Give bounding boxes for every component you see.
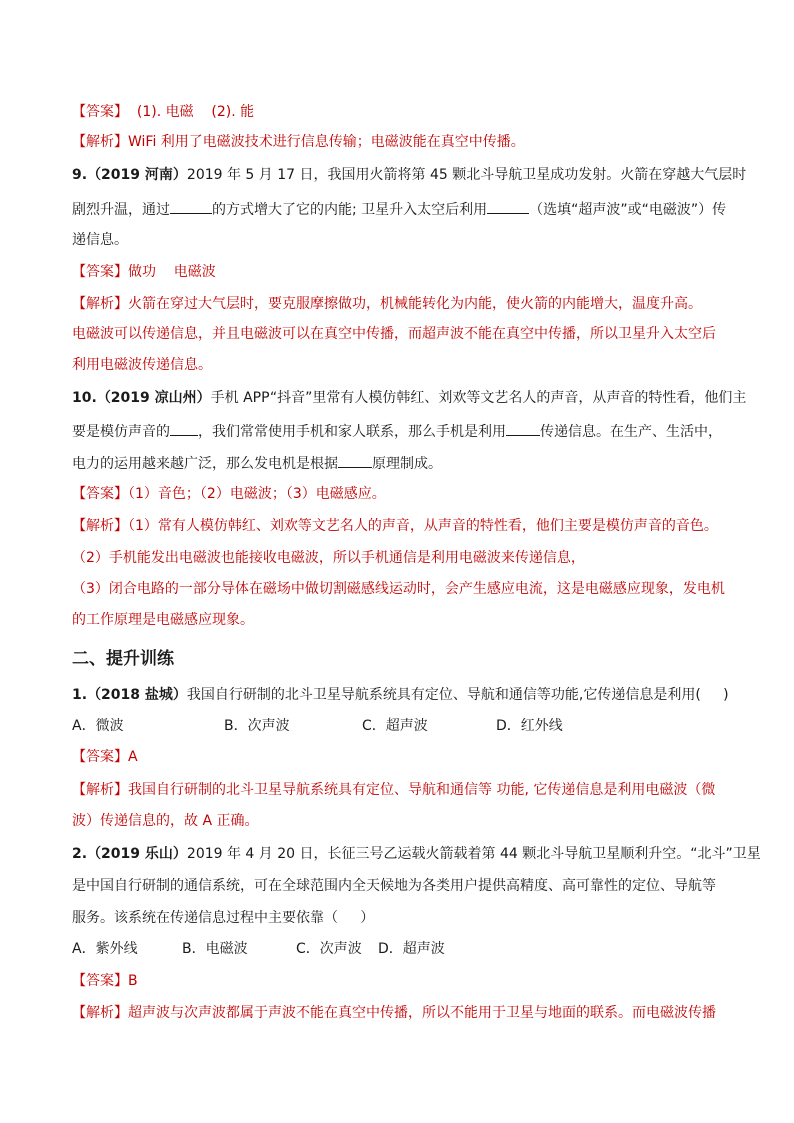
answer-text: (1). 电磁 (2). 能 — [128, 104, 255, 120]
option-a: A．微波 — [72, 718, 124, 734]
practice-2-line-1 — [72, 845, 761, 863]
explanation-line: （2）手机能发出电磁波也能接收电磁波，所以手机通信是利用电磁波来传递信息， — [72, 550, 585, 566]
option-c: C．超声波 — [362, 718, 428, 734]
question-10-line-2 — [72, 421, 722, 441]
option-d: D．红外线 — [496, 718, 563, 734]
fill-blank — [487, 199, 529, 214]
question-text: 传递信息。在生产、生活中， — [540, 424, 722, 440]
answer-line — [72, 263, 216, 281]
explanation-line — [72, 295, 702, 313]
explanation-text: （1）常有人模仿韩红、刘欢等文艺名人的声音，从声音的特性看，他们主要是模仿声音的音色。 — [128, 518, 718, 534]
practice-1-question — [72, 686, 729, 704]
explanation-tag: 【解析】 — [72, 518, 128, 534]
explanation-line: 利用电磁波传递信息。 — [72, 357, 212, 373]
explanation-line: 波）传递信息的，故 A 正确。 — [72, 813, 259, 829]
question-text: 剧烈升温，通过 — [72, 202, 170, 218]
question-number: 9. — [72, 167, 88, 183]
explanation-tag: 【解析】 — [72, 134, 128, 150]
question-text: 我国自行研制的北斗卫星导航系统具有定位、导航和通信等功能,它传递信息是利用( ) — [186, 687, 729, 703]
fill-blank — [170, 199, 212, 214]
answer-line — [72, 103, 254, 121]
fill-blank — [170, 421, 198, 436]
answer-tag: 【答案】 — [72, 104, 128, 120]
explanation-tag: 【解析】 — [72, 1005, 128, 1021]
question-10-line-1 — [72, 389, 746, 407]
explanation-line: （3）闭合电路的一部分导体在磁场中做切割磁感线运动时，会产生感应电流，这是电磁感应现象，发电机 — [72, 581, 725, 597]
explanation-tag: 【解析】 — [72, 296, 128, 312]
question-source: （2019 凉山州） — [96, 390, 211, 406]
question-text: 手机 APP“抖音”里常有人模仿韩红、刘欢等文艺名人的声音，从声音的特性看，他们主 — [210, 390, 747, 406]
answer-line — [72, 972, 138, 990]
question-text: ，我们常常使用手机和家人联系，那么手机是利用 — [198, 424, 506, 440]
fill-blank — [338, 453, 372, 468]
explanation-line — [72, 133, 525, 151]
answer-text: A — [128, 749, 138, 765]
question-9-line-1 — [72, 166, 746, 184]
answer-text: B — [128, 973, 138, 989]
question-text: 电力的运用越来越广泛，那么发电机是根据 — [72, 456, 338, 472]
explanation-text: WiFi 利用了电磁波技术进行信息传输；电磁波能在真空中传播。 — [128, 134, 525, 150]
option-b: B．电磁波 — [182, 941, 248, 957]
question-text: 要是模仿声音的 — [72, 424, 170, 440]
section-heading: 二、提升训练 — [72, 649, 174, 669]
answer-line — [72, 748, 138, 766]
explanation-tag: 【解析】 — [72, 782, 128, 798]
question-source: （2019 河南） — [87, 167, 187, 183]
explanation-line — [72, 781, 715, 799]
option-d: D．超声波 — [378, 941, 445, 957]
question-10-line-3 — [72, 453, 442, 473]
answer-tag: 【答案】 — [72, 973, 128, 989]
question-number: 2. — [72, 846, 88, 862]
option-a: A．紫外线 — [72, 941, 138, 957]
practice-2-line-2: 是中国自行研制的通信系统，可在全球范围内全天候地为各类用户提供高精度、高可靠性的定位、导航等 — [72, 878, 716, 894]
fill-blank — [506, 421, 540, 436]
explanation-line: 电磁波可以传递信息，并且电磁波可以在真空中传播，而超声波不能在真空中传播，所以卫星升入太空后 — [72, 326, 716, 342]
question-9-line-2 — [72, 199, 726, 219]
question-text: 的方式增大了它的内能; 卫星升入太空后利用 — [212, 202, 488, 218]
question-text: 2019 年 4 月 20 日，长征三号乙运载火箭载着第 44 颗北斗导航卫星顺利升空。“北斗”卫星 — [186, 846, 761, 862]
question-source: （2018 盐城） — [87, 687, 187, 703]
answer-text: 做功 电磁波 — [128, 264, 216, 280]
explanation-line — [72, 1004, 716, 1022]
option-b: B．次声波 — [224, 718, 290, 734]
question-text: （选填“超声波”或“电磁波”）传 — [529, 202, 727, 218]
answer-text: （1）音色；（2）电磁波；（3）电磁感应。 — [128, 486, 386, 502]
explanation-text: 我国自行研制的北斗卫星导航系统具有定位、导航和通信等 功能, 它传递信息是利用电磁波（微 — [128, 782, 716, 798]
explanation-text: 火箭在穿过大气层时，要克服摩擦做功，机械能转化为内能，使火箭的内能增大，温度升高。 — [128, 296, 702, 312]
option-c: C．次声波 — [296, 941, 362, 957]
question-9-line-3 — [72, 231, 128, 249]
answer-line — [72, 485, 386, 503]
answer-tag: 【答案】 — [72, 264, 128, 280]
practice-2-line-3: 服务。该系统在传递信息过程中主要依靠（ ） — [72, 910, 375, 926]
explanation-line: 的工作原理是电磁感应现象。 — [72, 612, 254, 628]
question-text: 2019 年 5 月 17 日，我国用火箭将第 45 颗北斗导航卫星成功发射。火箭在穿越大气层时 — [186, 167, 747, 183]
question-text: 原理制成。 — [372, 456, 442, 472]
question-number: 1. — [72, 687, 88, 703]
answer-tag: 【答案】 — [72, 749, 128, 765]
answer-tag: 【答案】 — [72, 486, 128, 502]
question-text: 递信息。 — [72, 232, 128, 248]
question-source: （2019 乐山） — [87, 846, 187, 862]
question-number: 10. — [72, 390, 97, 406]
explanation-text: 超声波与次声波都属于声波不能在真空中传播，所以不能用于卫星与地面的联系。而电磁波传播 — [128, 1005, 716, 1021]
explanation-line — [72, 517, 718, 535]
